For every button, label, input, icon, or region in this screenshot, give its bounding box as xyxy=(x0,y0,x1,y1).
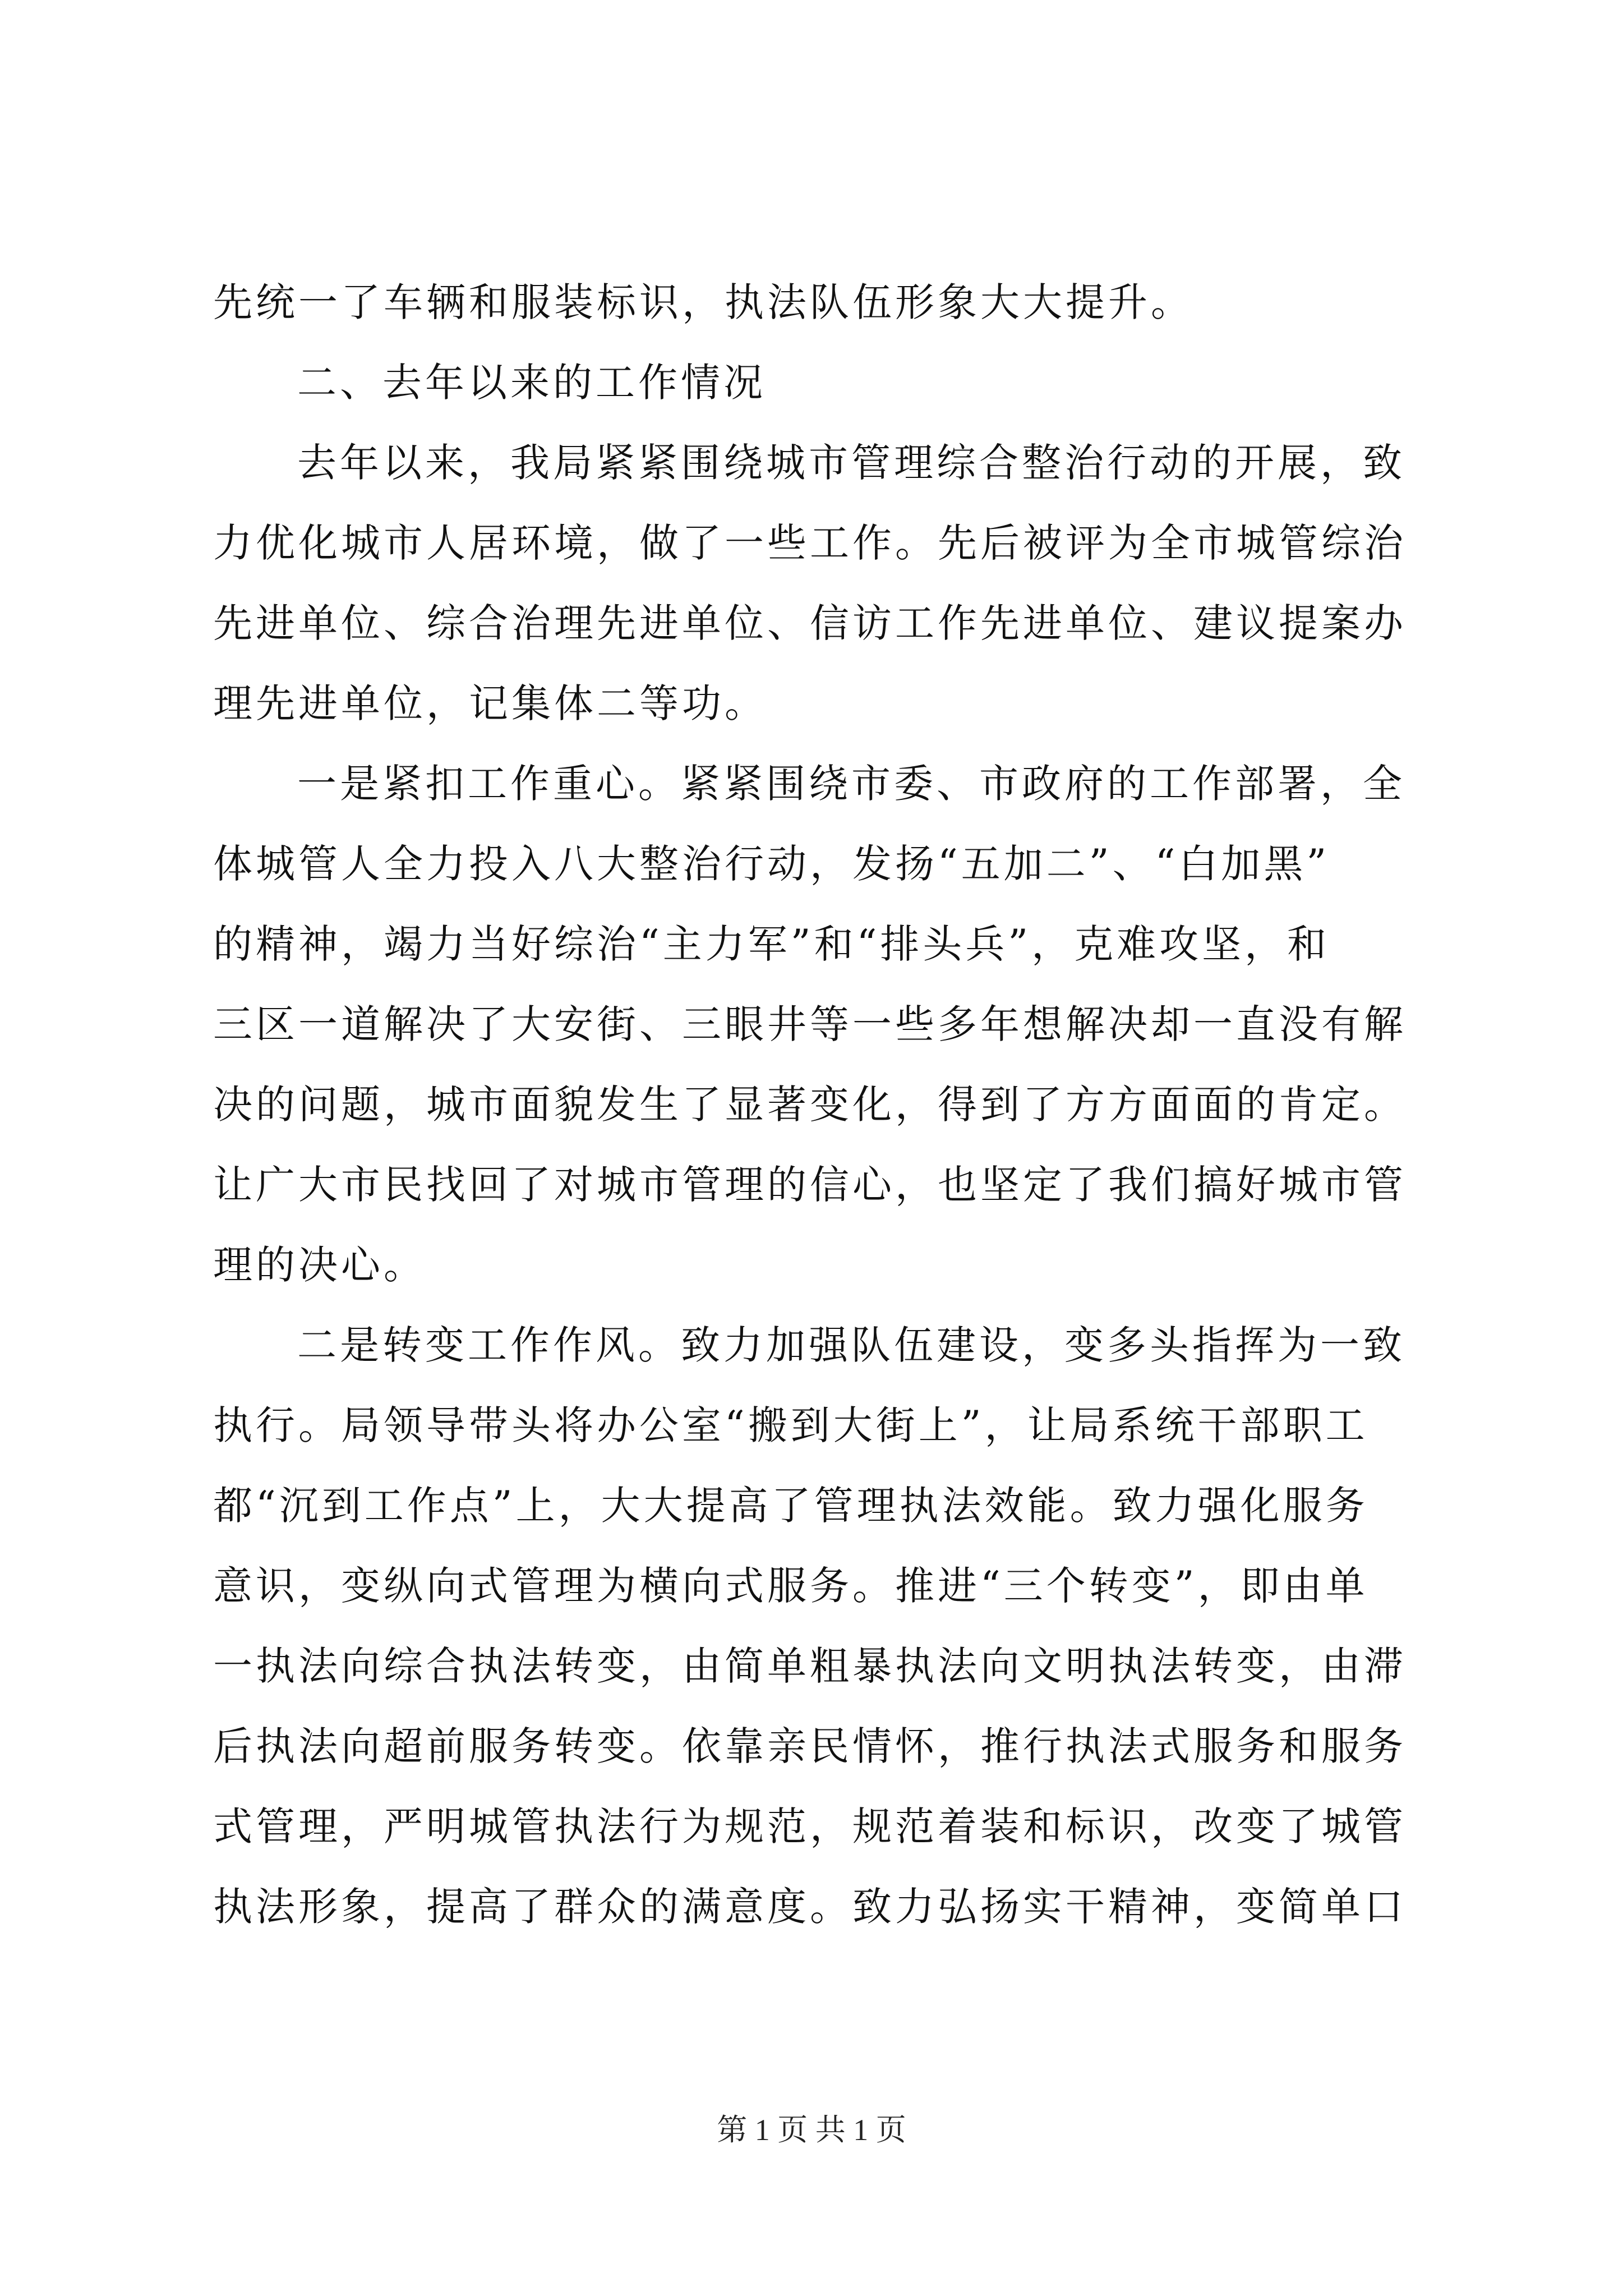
page-footer: 第 1 页 共 1 页 xyxy=(717,2113,906,2147)
text-line: 先进单位、综合治理先进单位、信访工作先进单位、建议提案办 xyxy=(213,600,1407,646)
text-line: 理的决心。 xyxy=(213,1242,426,1288)
text-line: 先统一了车辆和服装标识，执法队伍形象大大提升。 xyxy=(213,279,1193,325)
text-line: 力优化城市人居环境，做了一些工作。先后被评为全市城管综治 xyxy=(213,520,1407,566)
text-line: 意识，变纵向式管理为横向式服务。推进“三个转变”，即由单 xyxy=(213,1563,1368,1609)
text-line: 执行。局领导带头将办公室“搬到大街上”，让局系统干部职工 xyxy=(213,1402,1368,1448)
text-line: 理先进单位，记集体二等功。 xyxy=(213,680,767,726)
text-line: 执法形象，提高了群众的满意度。致力弘扬实干精神，变简单口 xyxy=(213,1884,1407,1930)
text-line: 二是转变工作作风。致力加强队伍建设，变多头指挥为一致 xyxy=(297,1322,1405,1368)
text-line: 一执法向综合执法转变，由简单粗暴执法向文明执法转变，由滞 xyxy=(213,1643,1407,1689)
text-line: 体城管人全力投入八大整治行动，发扬“五加二”、“白加黑” xyxy=(213,841,1330,887)
text-line: 后执法向超前服务转变。依靠亲民情怀，推行执法式服务和服务 xyxy=(213,1723,1407,1769)
text-line: 一是紧扣工作重心。紧紧围绕市委、市政府的工作部署，全 xyxy=(297,761,1405,807)
text-line: 决的问题，城市面貌发生了显著变化，得到了方方面面的肯定。 xyxy=(213,1082,1407,1128)
body-text xyxy=(213,263,1419,1947)
text-line: 的精神，竭力当好综治“主力军”和“排头兵”，克难攻坚，和 xyxy=(213,921,1330,967)
text-line: 让广大市民找回了对城市管理的信心，也坚定了我们搞好城市管 xyxy=(213,1162,1407,1208)
text-line: 都“沉到工作点”上，大大提高了管理执法效能。致力强化服务 xyxy=(213,1483,1368,1529)
text-line: 去年以来，我局紧紧围绕城市管理综合整治行动的开展，致 xyxy=(297,440,1405,486)
text-line: 式管理，严明城管执法行为规范，规范着装和标识，改变了城管 xyxy=(213,1803,1407,1849)
text-line: 二、去年以来的工作情况 xyxy=(297,360,766,406)
text-line: 三区一道解决了大安街、三眼井等一些多年想解决却一直没有解 xyxy=(213,1001,1407,1047)
